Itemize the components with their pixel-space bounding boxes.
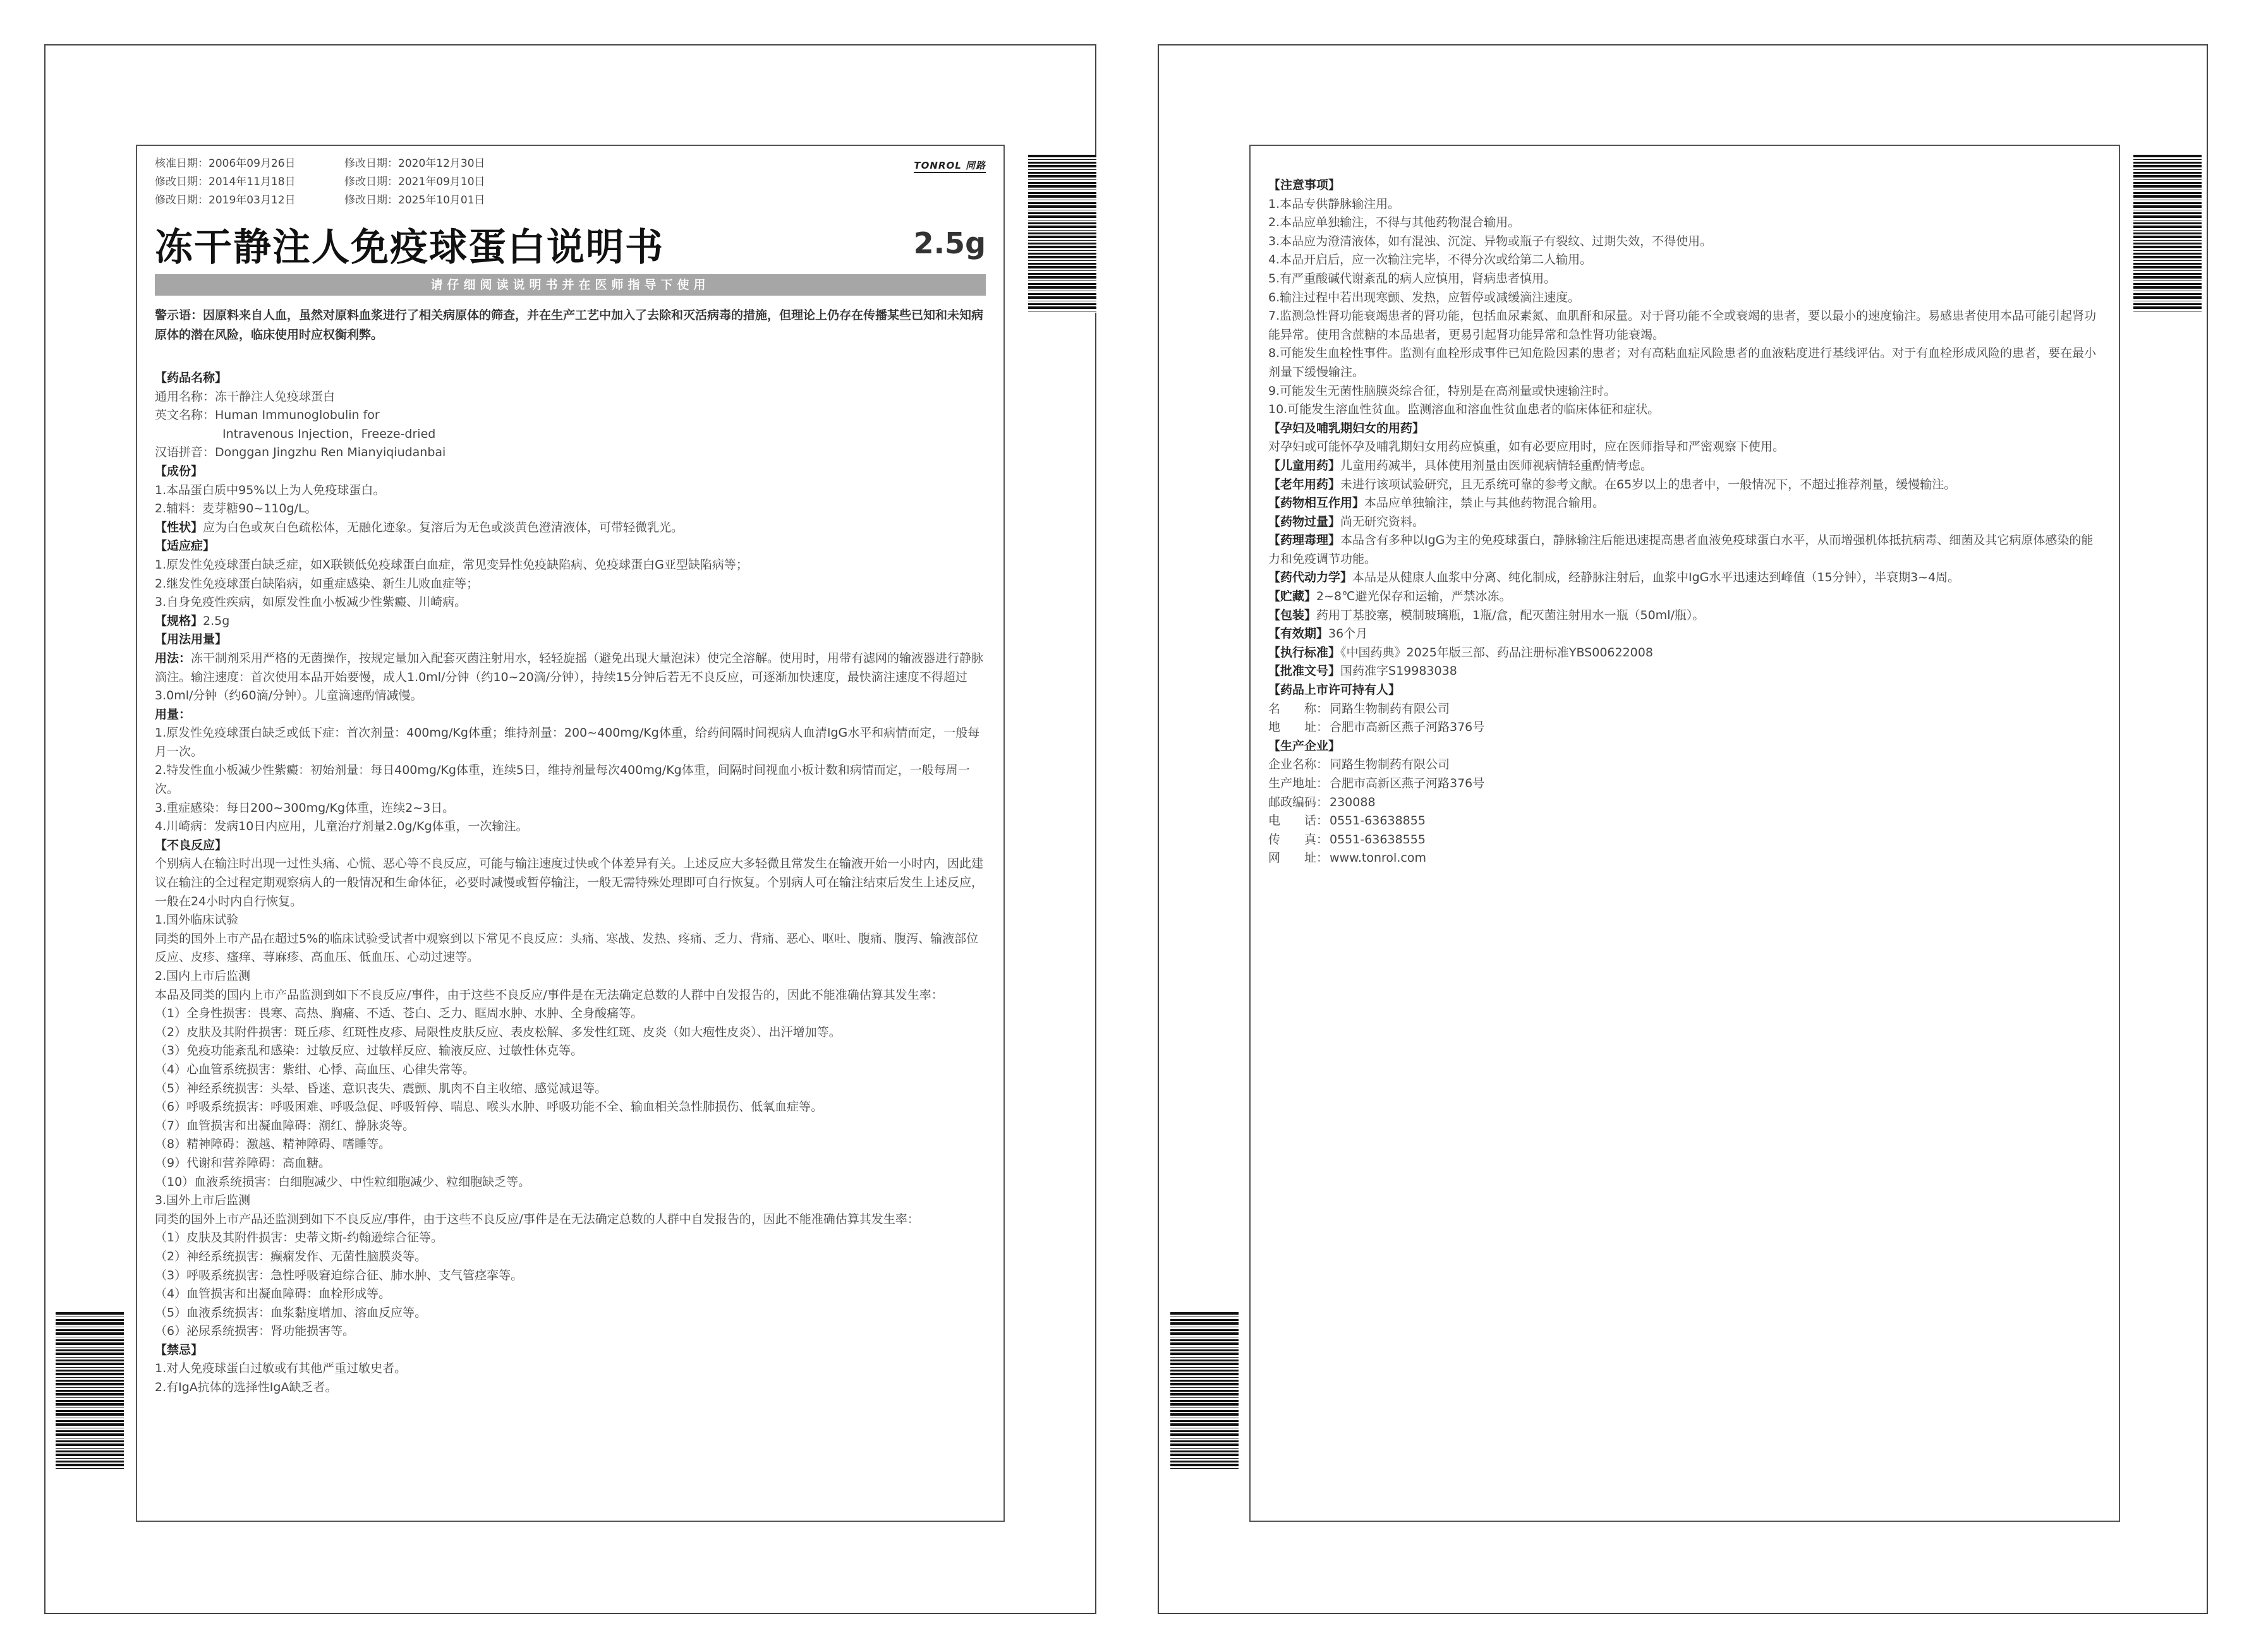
- manufacturer-company: [1268, 756, 2101, 775]
- section-heading: 【禁忌】: [155, 1342, 203, 1357]
- leaflet-page-left: [44, 44, 1096, 1614]
- storage-line: [1268, 588, 2101, 606]
- section-heading: 【孕妇及哺乳期妇女的用药】: [1268, 421, 1425, 435]
- section-heading: 【药物相互作用】: [1268, 496, 1365, 510]
- usage-method-label: 用法：: [155, 651, 191, 665]
- pharmacology-line: [1268, 531, 2101, 569]
- barcode-bottom-left: [1170, 1312, 1239, 1470]
- list-item: 3.自身免疫性疾病，如原发性血小板减少性紫癜、川崎病。: [155, 595, 467, 610]
- english-name-cont: Intravenous Injection，Freeze-dried: [222, 426, 436, 441]
- manufacturer-fax: [1268, 831, 2101, 850]
- leaflet-content-right: [1249, 145, 2120, 1522]
- list-item: 6.输注过程中若出现寒颤、发热，应暂停或减缓滴注速度。: [1268, 290, 1580, 304]
- list-item: 2.特发性血小板减少性紫癜：初始剂量：每日400mg/Kg体重，连续5日，维持剂量每次400mg/Kg体重，间隔时间视血小板计数和病情而定，一般每周一次。: [155, 763, 970, 797]
- pharmacokinetics-line: [1268, 569, 2101, 588]
- list-item: （4）血管损害和出凝血障碍：血栓形成等。: [155, 1287, 391, 1301]
- section-heading: 【执行标准】: [1268, 645, 1341, 660]
- list-item: 5.有严重酸碱代谢紊乱的病人应慎用，肾病患者慎用。: [1268, 271, 1556, 286]
- right-body: [1268, 176, 2101, 868]
- section-heading: 【药品名称】: [155, 371, 227, 385]
- list-item: 3.重症感染：每日200~300mg/Kg体重，连续2~3日。: [155, 800, 455, 815]
- section-heading: 【药代动力学】: [1268, 570, 1353, 585]
- overdose-line: [1268, 513, 2101, 532]
- manufacturer-web: [1268, 849, 2101, 868]
- character-text: 应为白色或灰白色疏松体，无融化迹象。复溶后为无色或淡黄色澄清液体，可带轻微乳光。: [203, 520, 684, 534]
- field-label: 传 真：: [1268, 832, 1329, 847]
- section-heading: 【贮藏】: [1268, 589, 1317, 604]
- barcode-bottom-left: [56, 1312, 124, 1470]
- section-heading: 【批准文号】: [1268, 664, 1341, 678]
- common-name: 通用名称：冻干静注人免疫球蛋白: [155, 389, 336, 404]
- section-heading: 【药物过量】: [1268, 514, 1341, 529]
- subsection-text: 同类的国外上市产品还监测到如下不良反应/事件，由于这些不良反应/事件是在无法确定总数的人群中自发报告的，因此不能准确估算其发生率：: [155, 1212, 919, 1226]
- subsection-title: 2.国内上市后监测: [155, 969, 251, 983]
- field-value: 同路生物制药有限公司: [1330, 701, 1450, 716]
- adverse-intro: 个别病人在输注时出现一过性头痛、心慌、恶心等不良反应，可能与输注速度过快或个体差异有关。上述反应大多轻微且常发生在输液开始一小时内，因此建议在输注的全过程定期观察病人的一般情况和生命体征，必要时减慢或暂停输注，一般无需特殊处理即可自行恢复。个别病人可在输注结束后发生上述反应，一般在24小时内自行恢复。: [155, 857, 984, 908]
- holder-address: [1268, 718, 2101, 737]
- list-item: （4）心血管系统损害：紫绀、心悸、高血压、心律失常等。: [155, 1062, 475, 1076]
- field-value: www.tonrol.com: [1330, 851, 1426, 865]
- pregnancy-text: 对孕妇或可能怀孕及哺乳期妇女用药应慎重，如有必要应用时，应在医师指导和严密观察下使用。: [1268, 440, 1785, 454]
- date-revised: 修改日期：2020年12月30日: [344, 157, 485, 170]
- list-item: 1.本品专供静脉输注用。: [1268, 196, 1400, 211]
- section-heading: 【适应症】: [155, 539, 215, 553]
- subsection-title: 3.国外上市后监测: [155, 1193, 251, 1208]
- list-item: 2.本品应单独输注，不得与其他药物混合输用。: [1268, 215, 1520, 230]
- interactions-line: [1268, 494, 2101, 513]
- children-line: [1268, 457, 2101, 476]
- validity-text: 36个月: [1328, 627, 1368, 641]
- list-item: （2）皮肤及其附件损害：斑丘疹、红斑性皮疹、局限性皮肤反应、表皮松解、多发性红斑、皮炎（如大疱性皮炎）、出汗增加等。: [155, 1025, 841, 1039]
- validity-line: [1268, 625, 2101, 644]
- field-label: 邮政编码：: [1268, 795, 1329, 809]
- package-line: [1268, 606, 2101, 625]
- list-item: 9.可能发生无菌性脑膜炎综合征，特别是在高剂量或快速输注时。: [1268, 383, 1616, 398]
- field-value: 合肥市高新区燕子河路376号: [1330, 776, 1485, 790]
- pinyin-name: 汉语拼音：Donggan Jingzhu Ren Mianyiqiudanbai: [155, 445, 446, 460]
- brand-logo: TONROL 同路: [914, 159, 986, 173]
- character-line: [155, 519, 986, 538]
- list-item: （3）呼吸系统损害：急性呼吸窘迫综合征、肺水肿、支气管痉挛等。: [155, 1268, 523, 1282]
- date-revised: 修改日期：2021年09月10日: [344, 176, 485, 188]
- left-body: [155, 369, 986, 1397]
- interactions-text: 本品应单独输注，禁止与其他药物混合输用。: [1364, 496, 1605, 510]
- date-revised: 修改日期：2025年10月01日: [344, 194, 485, 207]
- manufacturer-address: [1268, 775, 2101, 793]
- field-value: 0551-63638555: [1330, 832, 1426, 847]
- elderly-line: [1268, 476, 2101, 495]
- storage-text: 2~8℃避光保存和运输，严禁冰冻。: [1316, 589, 1512, 604]
- field-label: 网 址：: [1268, 851, 1329, 865]
- approval-line: [1268, 662, 2101, 681]
- list-item: 1.对人免疫球蛋白过敏或有其他严重过敏史者。: [155, 1361, 407, 1376]
- subsection-text: 同类的国外上市产品在超过5%的临床试验受试者中观察到以下常见不良反应：头痛、寒战、发热、疼痛、乏力、背痛、恶心、呕吐、腹痛、腹泻、输液部位反应、皮疹、瘙痒、荨麻疹、高血压、低血压、心动过速等。: [155, 931, 979, 965]
- section-heading: 【注意事项】: [1268, 178, 1341, 192]
- approval-text: 国药准字S19983038: [1340, 664, 1457, 678]
- field-value: 合肥市高新区燕子河路376号: [1330, 720, 1485, 735]
- subsection-text: 本品及同类的国内上市产品监测到如下不良反应/事件，由于这些不良反应/事件是在无法确定总数的人群中自发报告的，因此不能准确估算其发生率：: [155, 987, 943, 1002]
- field-label: 地 址：: [1268, 720, 1329, 735]
- section-heading: 【包装】: [1268, 608, 1317, 622]
- manufacturer-zip: [1268, 793, 2101, 812]
- section-heading: 【性状】: [155, 520, 203, 534]
- section-heading: 【儿童用药】: [1268, 458, 1341, 473]
- field-value: 同路生物制药有限公司: [1330, 757, 1450, 772]
- list-item: 3.本品应为澄清液体，如有混浊、沉淀、异物或瓶子有裂纹、过期失效，不得使用。: [1268, 234, 1713, 248]
- list-item: 10.可能发生溶血性贫血。监测溶血和溶血性贫血患者的临床体征和症状。: [1268, 402, 1660, 417]
- field-label: 生产地址：: [1268, 776, 1329, 790]
- field-label: 电 话：: [1268, 814, 1329, 828]
- warning-text: 警示语：因原料来自人血，虽然对原料血浆进行了相关病原体的筛查，并在生产工艺中加入了去除和灭活病毒的措施，但理论上仍存在传播某些已知和未知病原体的潜在风险，临床使用时应权衡利弊。: [155, 308, 984, 342]
- list-item: （2）神经系统损害：癫痫发作、无菌性脑膜炎等。: [155, 1249, 427, 1263]
- usage-method-text: 冻干制剂采用严格的无菌操作，按规定量加入配套灭菌注射用水，轻轻旋摇（避免出现大量泡沫）使完全溶解。使用时，用带有滤网的输液器进行静脉滴注。输注速度：首次使用本品开始要慢，成人1.0ml/分钟（约10~20滴/分钟），持续15分钟后若无不良反应，可逐渐加快速度，最快滴注速度不得超过3.0ml/分钟（约60滴/分钟）。儿童滴速酌情减慢。: [155, 651, 984, 703]
- leaflet-content-left: [136, 145, 1005, 1522]
- standard-text: 《中国药典》2025年版三部、药品注册标准YBS00622008: [1340, 645, 1653, 660]
- list-item: （9）代谢和营养障碍：高血糖。: [155, 1155, 331, 1170]
- section-heading: 【成份】: [155, 464, 203, 478]
- overdose-text: 尚无研究资料。: [1340, 514, 1425, 529]
- section-heading: 【用法用量】: [155, 632, 227, 647]
- barcode-top-right: [2133, 155, 2202, 313]
- list-item: 2.有IgA抗体的选择性IgA缺乏者。: [155, 1380, 337, 1395]
- section-heading: 【生产企业】: [1268, 739, 1341, 753]
- instruction-banner: 请仔细阅读说明书并在医师指导下使用: [155, 274, 986, 296]
- package-text: 药用丁基胶塞，模制玻璃瓶，1瓶/盒，配灭菌注射用水一瓶（50ml/瓶）。: [1316, 608, 1705, 622]
- holder-name: [1268, 700, 2101, 719]
- manufacturer-tel: [1268, 812, 2101, 831]
- usage-method: [155, 649, 986, 706]
- document-title: 冻干静注人免疫球蛋白说明书: [155, 226, 664, 270]
- children-text: 儿童用药减半，具体使用剂量由医师视病情轻重酌情考虑。: [1340, 458, 1653, 473]
- list-item: （1）皮肤及其附件损害：史蒂文斯-约翰逊综合征等。: [155, 1231, 443, 1245]
- list-item: 2.辅料：麦芽糖90~110g/L。: [155, 502, 317, 516]
- list-item: （10）血液系统损害：白细胞减少、中性粒细胞减少、粒细胞缺乏等。: [155, 1174, 531, 1189]
- elderly-text: 未进行该项试验研究，且无系统可靠的参考文献。在65岁以上的患者中，一般情况下，不超过推荐剂量，缓慢输注。: [1340, 477, 1956, 491]
- section-heading: 【有效期】: [1268, 627, 1329, 641]
- list-item: （6）呼吸系统损害：呼吸困难、呼吸急促、呼吸暂停、喘息、喉头水肿、呼吸功能不全、输血相关急性肺损伤、低氧血症等。: [155, 1100, 823, 1114]
- date-revised: 修改日期：2014年11月18日: [155, 176, 296, 188]
- list-item: 1.原发性免疫球蛋白缺乏症，如X联锁低免疫球蛋白血症，常见变异性免疫缺陷病、免疫球蛋白G亚型缺陷病等；: [155, 557, 748, 572]
- standard-line: [1268, 644, 2101, 663]
- section-heading: 【不良反应】: [155, 838, 227, 852]
- spec-line: [155, 612, 986, 631]
- field-value: 230088: [1330, 795, 1376, 809]
- subsection-title: 1.国外临床试验: [155, 913, 239, 927]
- product-spec: 2.5g: [913, 226, 986, 260]
- list-item: （8）精神障碍：激越、精神障碍、嗜睡等。: [155, 1137, 391, 1152]
- field-value: 0551-63638855: [1330, 814, 1426, 828]
- list-item: 7.监测急性肾功能衰竭患者的肾功能，包括血尿素氮、血肌酐和尿量。对于肾功能不全或衰竭的患者，要以最小的速度输注。易感患者使用本品可能引起肾功能异常。使用含蔗糖的本品患者，更易引起肾功能异常和急性肾功能衰竭。: [1268, 309, 2097, 342]
- list-item: 4.本品开启后，应一次输注完毕，不得分次或给第二人输用。: [1268, 253, 1592, 267]
- list-item: （7）血管损害和出凝血障碍：潮红、静脉炎等。: [155, 1118, 415, 1133]
- field-label: 企业名称：: [1268, 757, 1329, 772]
- pharmacokinetics-text: 本品是从健康人血浆中分离、纯化制成，经静脉注射后，血浆中IgG水平迅速达到峰值（15分钟），半衰期3~4周。: [1352, 570, 1960, 585]
- title-row: [155, 217, 986, 268]
- section-heading: 【药品上市许可持有人】: [1268, 683, 1401, 697]
- list-item: （5）血液系统损害：血浆黏度增加、溶血反应等。: [155, 1305, 427, 1320]
- list-item: 2.继发性免疫球蛋白缺陷病，如重症感染、新生儿败血症等；: [155, 576, 479, 591]
- date-revised: 修改日期：2019年03月12日: [155, 194, 296, 207]
- list-item: （6）泌尿系统损害：肾功能损害等。: [155, 1324, 355, 1339]
- spec-text: 2.5g: [203, 613, 230, 628]
- field-label: 名 称：: [1268, 701, 1329, 716]
- list-item: 1.原发性免疫球蛋白缺乏或低下症：首次剂量：400mg/Kg体重；维持剂量：200~400mg/Kg体重，给药间隔时间视病人血清IgG水平和病情而定，一般每月一次。: [155, 726, 980, 759]
- dosage-label: 用量：: [155, 707, 191, 721]
- list-item: 4.川崎病：发病10日内应用，儿童治疗剂量2.0g/Kg体重，一次输注。: [155, 819, 528, 834]
- barcode-top-right: [1028, 155, 1096, 313]
- section-heading: 【药理毒理】: [1268, 533, 1341, 548]
- list-item: （3）免疫功能紊乱和感染：过敏反应、过敏样反应、输液反应、过敏性休克等。: [155, 1044, 583, 1058]
- list-item: 1.本品蛋白质中95%以上为人免疫球蛋白。: [155, 483, 385, 497]
- revision-dates: [155, 155, 986, 210]
- section-heading: 【老年用药】: [1268, 477, 1341, 491]
- pharmacology-text: 本品含有多种以IgG为主的免疫球蛋白，静脉输注后能迅速提高患者血液免疫球蛋白水平，从而增强机体抵抗病毒、细菌及其它病原体感染的能力和免疫调节功能。: [1268, 533, 2094, 566]
- section-heading: 【规格】: [155, 613, 203, 628]
- list-item: （5）神经系统损害：头晕、昏迷、意识丧失、震颤、肌肉不自主收缩、感觉减退等。: [155, 1081, 607, 1095]
- list-item: 8.可能发生血栓性事件。监测有血栓形成事件已知危险因素的患者；对有高粘血症风险患者的血液粘度进行基线评估。对于有血栓形成风险的患者，要在最小剂量下缓慢输注。: [1268, 346, 2097, 379]
- date-approved: 核准日期：2006年09月26日: [155, 157, 296, 170]
- english-name: 英文名称：Human Immunoglobulin for: [155, 408, 380, 423]
- leaflet-page-right: [1158, 44, 2208, 1614]
- list-item: （1）全身性损害：畏寒、高热、胸痛、不适、苍白、乏力、眶周水肿、水肿、全身酸痛等。: [155, 1006, 643, 1021]
